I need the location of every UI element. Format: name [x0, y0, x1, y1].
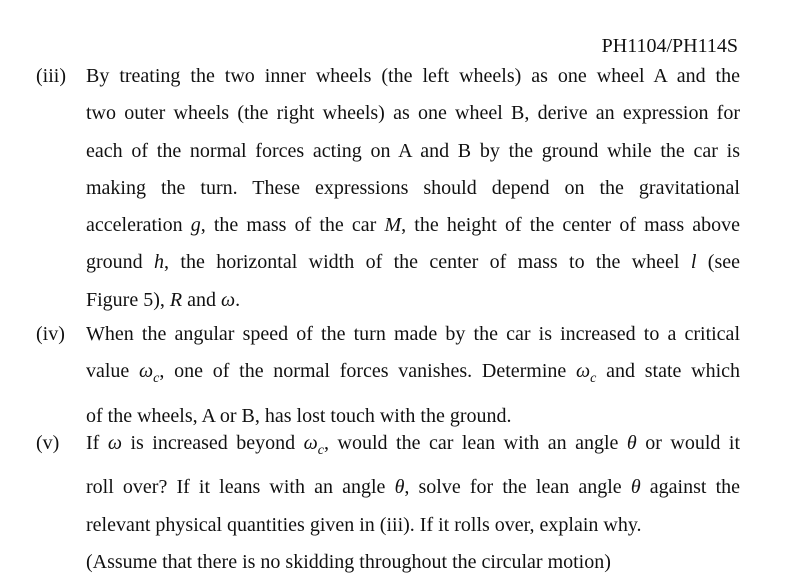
text-line: By treating the two inner wheels (the left wheels) as one wheel A and the — [86, 65, 740, 87]
item-text — [86, 425, 740, 581]
text-line: two outer wheels (the right wheels) as one wheel B, derive an expression for — [86, 102, 740, 125]
text-line: acceleration g, the mass of the car M, the height of the center of mass above — [86, 214, 741, 237]
text-line: of the wheels, A or B, has lost touch with the ground. — [86, 404, 512, 427]
text-line: value $\omega_c$, one of the normal forces vanishes. Determine $\omega_c$ and state which — [86, 360, 741, 387]
item-number: (iv) — [36, 323, 65, 345]
text-line: roll over? If it leans with an angle θ, solve for the lean angle θ against the — [86, 476, 740, 499]
text-line: relevant physical quantities given in (iii). If it rolls over, explain why. — [86, 513, 642, 536]
item-number: (iii) — [36, 65, 66, 87]
text-line: each of the normal forces acting on A and B by the ground while the car is — [86, 139, 740, 162]
text-line: When the angular speed of the turn made by the car is increased to a critical — [86, 323, 740, 345]
text-line: If ω is increased beyond $\omega_c$, would the car lean with an angle θ or would it — [86, 432, 740, 458]
text-line: ground h, the horizontal width of the center of mass to the wheel l (see — [86, 251, 740, 274]
item-text — [86, 58, 740, 319]
item-text — [86, 316, 740, 435]
text-line: making the turn. These expressions should depend on the gravitational — [86, 176, 740, 199]
course-code: PH1104/PH114S — [601, 35, 738, 57]
item-number: (v) — [36, 432, 60, 454]
text-line: (Assume that there is no skidding throughout the circular motion) — [86, 550, 611, 573]
text-line: Figure 5), R and ω. — [86, 288, 241, 311]
